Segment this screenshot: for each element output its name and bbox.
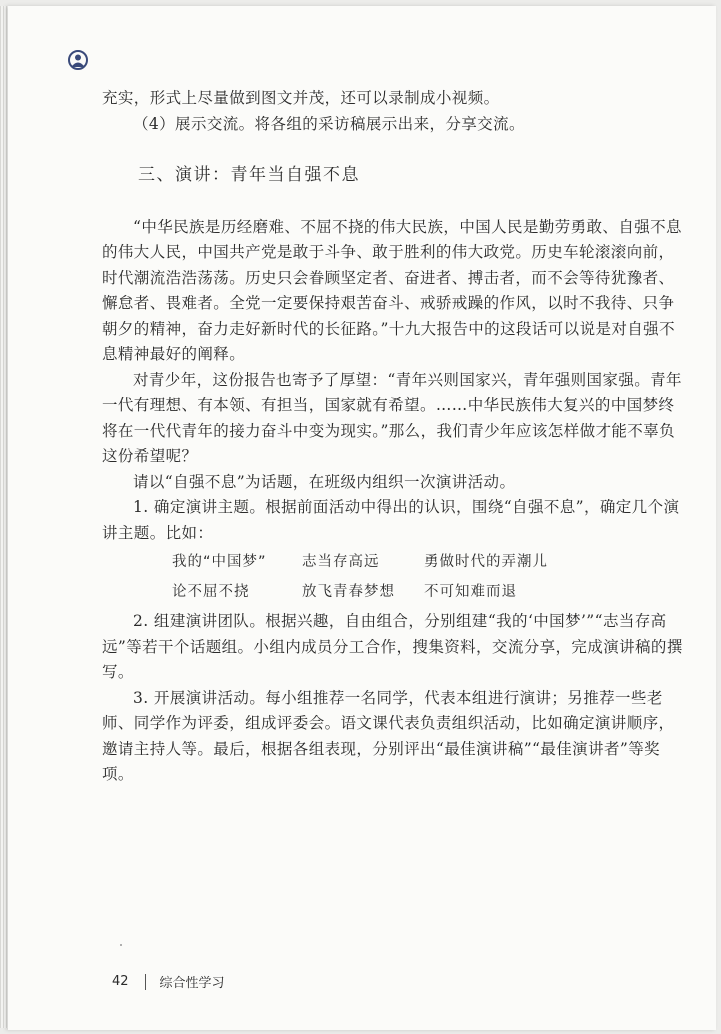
page-footer	[112, 972, 225, 991]
page-number: 42	[112, 974, 129, 989]
topic-item: 勇做时代的弄潮儿	[424, 554, 548, 570]
topic-item: 志当存高远	[302, 554, 380, 570]
topic-item: 我的“中国梦”	[172, 554, 267, 570]
paragraph-quote: “中华民族是历经磨难、不屈不挠的伟大民族，中国人民是勤劳勇敢、自强不息的伟大人民，中国共产党是敢于斗争、敢于胜利的伟大政党。历史车轮滚滚向前，时代潮流浩浩荡荡。历史只会眷顾坚定者、奋进者、搏击者，而不会等待犹豫者、懈怠者、畏难者。全党一定要保持艰苦奋斗、戒骄戒躁的作风，以时不我待、只争朝夕的精神，奋力走好新时代的长征路。”十九大报告中的这段话可以说是对自强不息精神最好的阐释。	[102, 217, 682, 363]
section-title: 三、演讲：青年当自强不息	[138, 165, 360, 185]
chapter-name: 综合性学习	[159, 976, 225, 991]
paragraph-step-3: 3. 开展演讲活动。每小组推荐一名同学，代表本组进行演讲；另推荐一些老师、同学作为评委，组成评委会。语文课代表负责组织活动，比如确定演讲顺序，邀请主持人等。最后，根据各组表现，分别评出“最佳演讲稿”“最佳演讲者”等奖项。	[102, 688, 675, 783]
paragraph-youth: 对青少年，这份报告也寄予了厚望：“青年兴则国家兴，青年强则国家强。青年一代有理想、有本领、有担当，国家就有希望。……中华民族伟大复兴的中国梦终将在一代代青年的接力奋斗中变为现实。”那么，我们青少年应该怎样做才能不辜负这份希望呢？	[102, 370, 682, 465]
paragraph-step-1: 1. 确定演讲主题。根据前面活动中得出的认识，围绕“自强不息”，确定几个演讲主题。比如：	[102, 498, 680, 542]
footer-divider	[145, 974, 146, 990]
page-body	[102, 86, 684, 788]
page-speck	[120, 944, 122, 946]
paragraph-step-4: （4）展示交流。将各组的采访稿展示出来，分享交流。	[133, 114, 525, 133]
paragraph-step-2: 2. 组建演讲团队。根据兴趣，自由组合，分别组建“我的‘中国梦’”“志当存高远”等若干个话题组。小组内成员分工合作，搜集资料，交流分享，完成演讲稿的撰写。	[102, 612, 683, 681]
paragraph-task: 请以“自强不息”为话题，在班级内组织一次演讲活动。	[133, 472, 516, 491]
topic-list	[172, 550, 684, 605]
paragraph-continued: 充实，形式上尽量做到图文并茂，还可以录制成小视频。	[102, 89, 500, 107]
topic-item: 放飞青春梦想	[302, 583, 395, 600]
person-circle-logo-icon	[68, 50, 88, 70]
topic-item: 不可知难而退	[424, 583, 517, 600]
topic-item: 论不屈不挠	[172, 583, 250, 600]
